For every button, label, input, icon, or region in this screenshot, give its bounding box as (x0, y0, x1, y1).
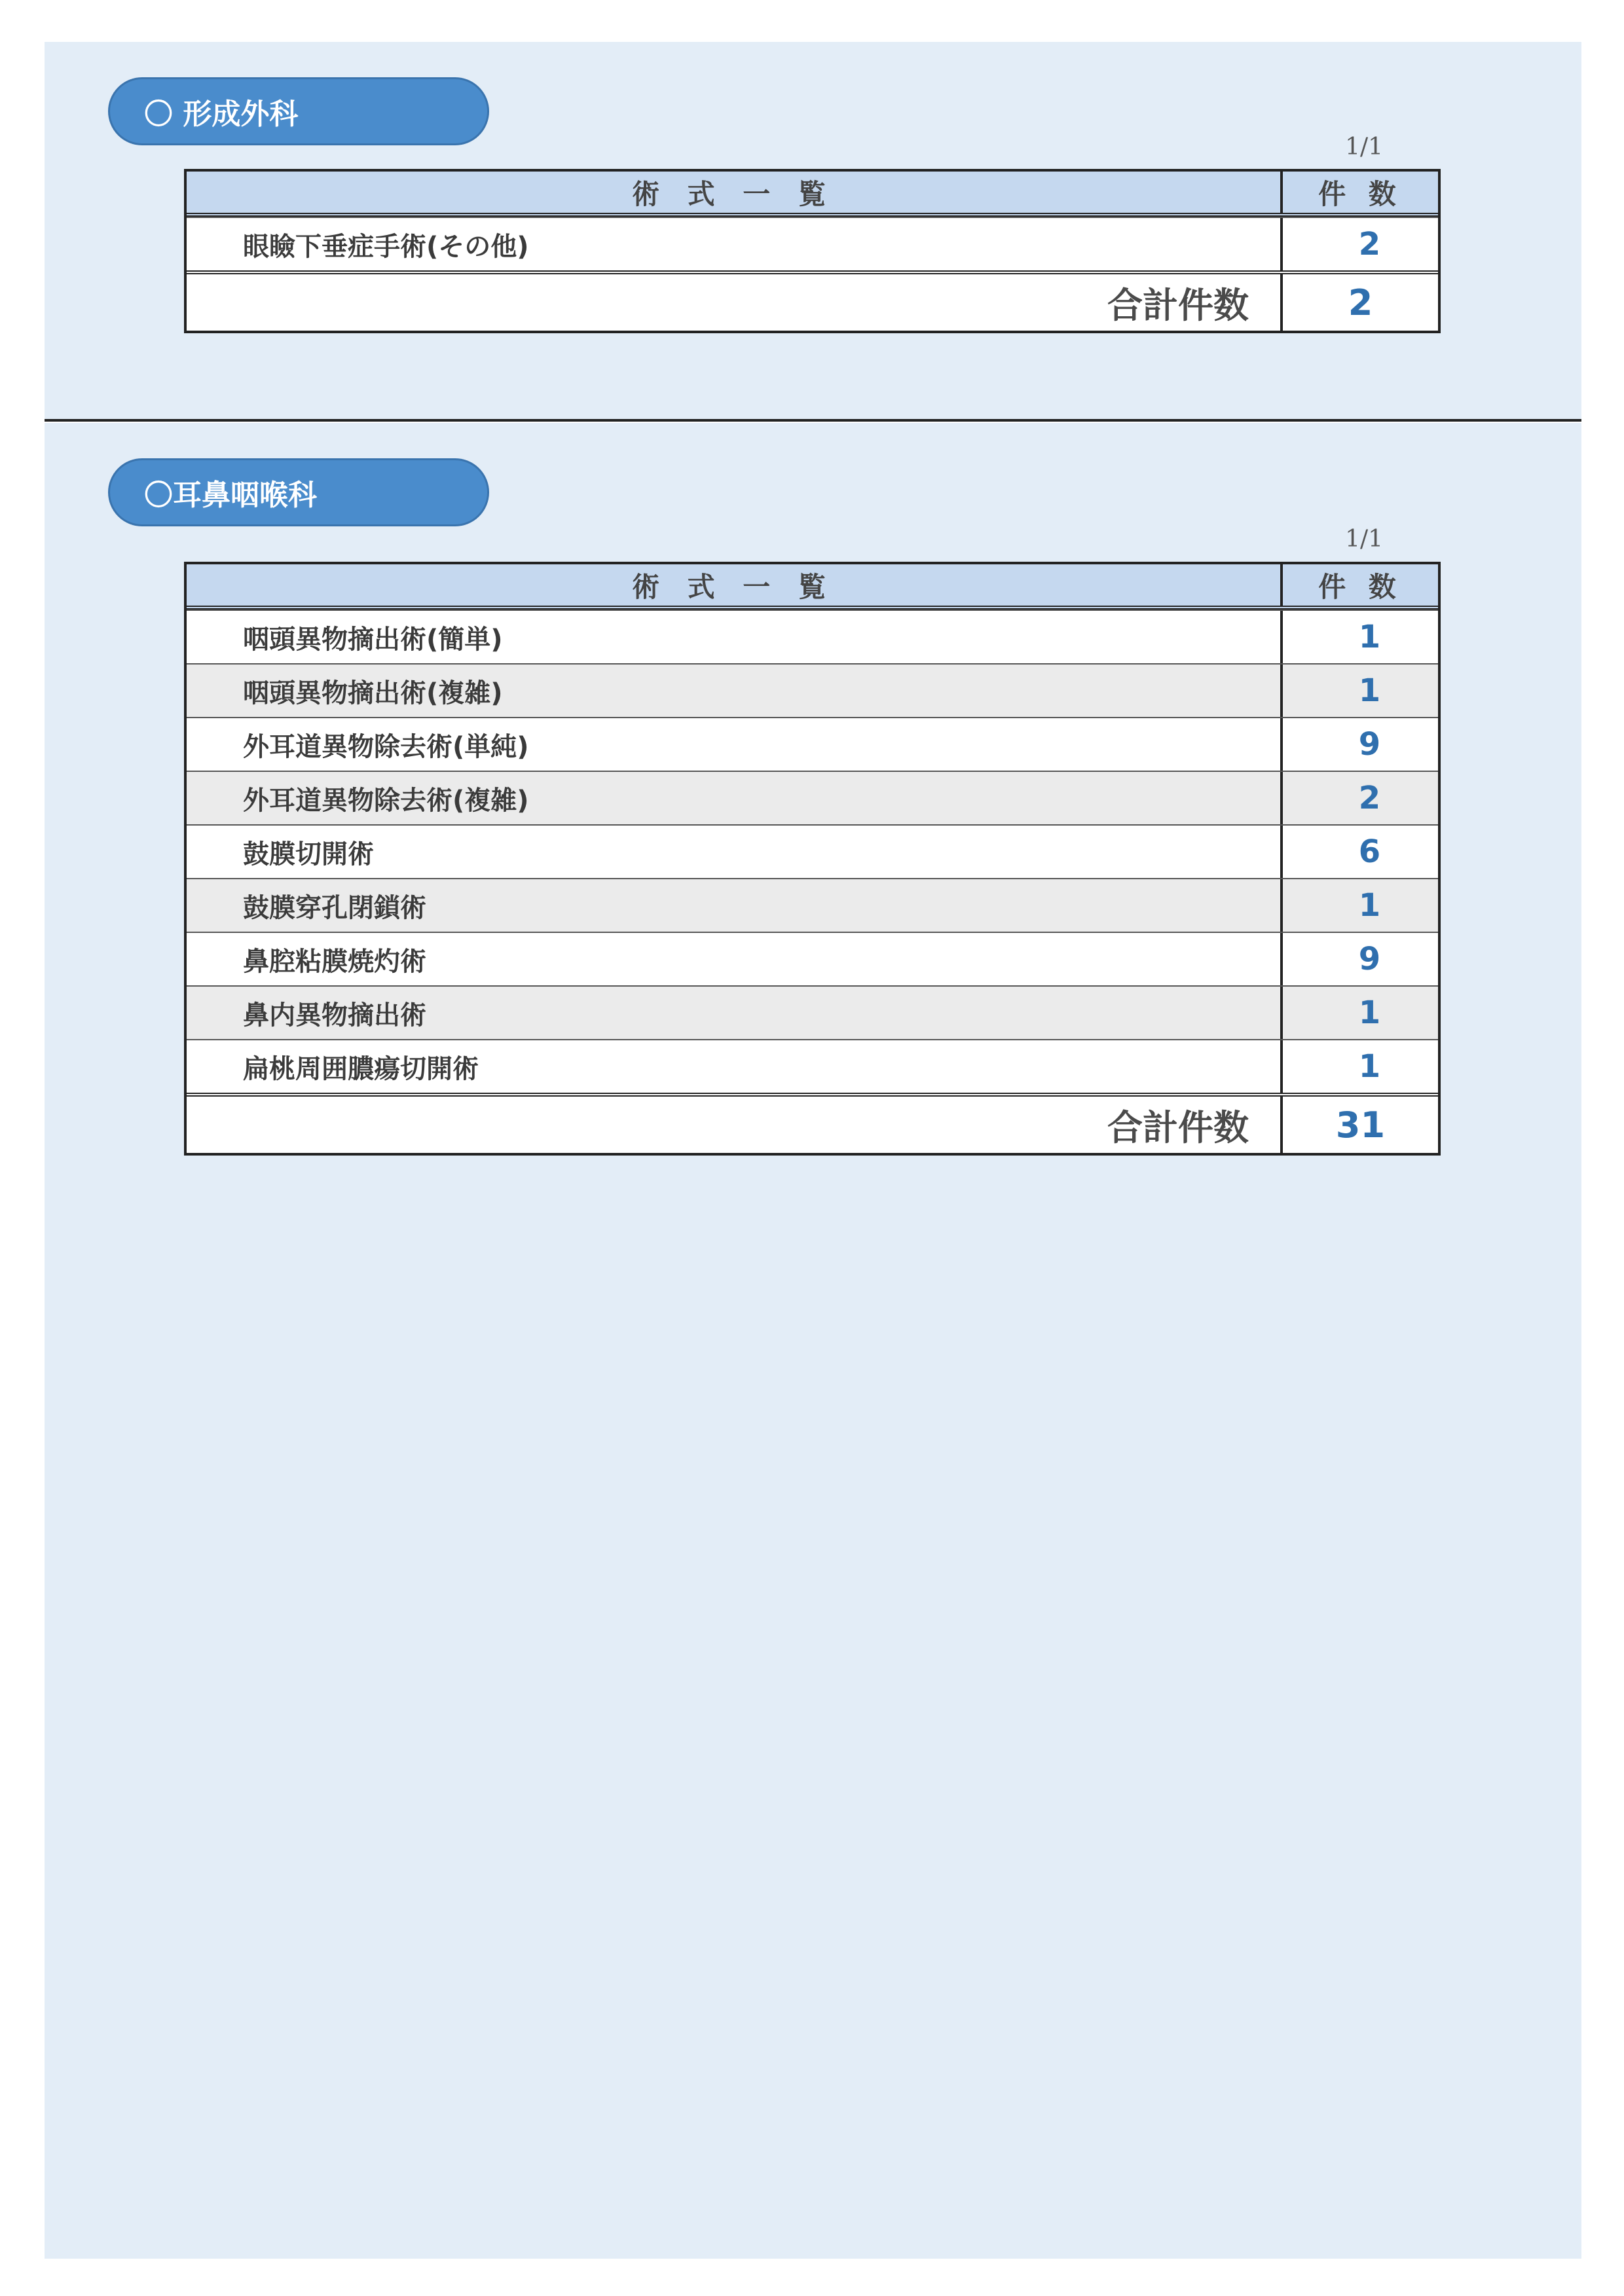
total-count: 31 (1335, 1104, 1386, 1146)
table-row (187, 717, 1438, 771)
procedure-count: 1 (1358, 887, 1381, 924)
procedure-count: 2 (1358, 226, 1381, 263)
procedure-count: 9 (1358, 941, 1381, 977)
page-number: 1/1 (1345, 134, 1383, 160)
procedure-count: 1 (1358, 994, 1381, 1031)
procedure-name: 鼻内異物摘出術 (187, 987, 1283, 1039)
procedure-count: 6 (1358, 833, 1381, 870)
table-row (187, 824, 1438, 878)
table-row (187, 1039, 1438, 1093)
section-title-badge (108, 458, 489, 526)
procedure-count: 2 (1358, 780, 1381, 816)
procedure-count: 9 (1358, 726, 1381, 763)
total-label: 合計件数 (187, 274, 1283, 331)
procedure-count: 1 (1358, 619, 1381, 655)
procedure-name: 咽頭異物摘出術(簡単) (187, 611, 1283, 663)
procedure-name: 外耳道異物除去術(単純) (187, 718, 1283, 771)
table-total-row (187, 270, 1438, 331)
table-row (187, 610, 1438, 663)
table-row (187, 932, 1438, 985)
procedure-name: 鼻腔粘膜焼灼術 (187, 933, 1283, 985)
section-title: 〇耳鼻咽喉科 (144, 479, 317, 512)
procedure-name: 咽頭異物摘出術(複雑) (187, 665, 1283, 717)
procedure-table (184, 169, 1441, 333)
table-row (187, 771, 1438, 824)
section-title: 〇 形成外科 (144, 98, 299, 131)
table-header-row (187, 172, 1438, 217)
table-row (187, 663, 1438, 717)
procedure-count: 1 (1358, 1048, 1381, 1085)
header-count: 件 数 (1318, 570, 1403, 603)
total-count: 2 (1348, 282, 1373, 323)
table-row (187, 217, 1438, 270)
header-procedures: 術 式 一 覧 (187, 172, 1283, 213)
header-count: 件 数 (1318, 177, 1403, 210)
procedure-table (184, 562, 1441, 1156)
procedure-name: 外耳道異物除去術(複雑) (187, 772, 1283, 824)
section-title-badge (108, 77, 489, 145)
procedure-count: 1 (1358, 672, 1381, 709)
table-row (187, 878, 1438, 932)
total-label: 合計件数 (187, 1097, 1283, 1153)
page-number: 1/1 (1345, 526, 1383, 553)
section-divider (45, 419, 1581, 422)
table-row (187, 985, 1438, 1039)
procedure-name: 眼瞼下垂症手術(その他) (187, 218, 1283, 270)
table-total-row (187, 1093, 1438, 1153)
header-procedures: 術 式 一 覧 (187, 564, 1283, 606)
table-header-row (187, 564, 1438, 610)
procedure-name: 鼓膜切開術 (187, 826, 1283, 878)
procedure-name: 鼓膜穿孔閉鎖術 (187, 879, 1283, 932)
procedure-name: 扁桃周囲膿瘍切開術 (187, 1040, 1283, 1093)
